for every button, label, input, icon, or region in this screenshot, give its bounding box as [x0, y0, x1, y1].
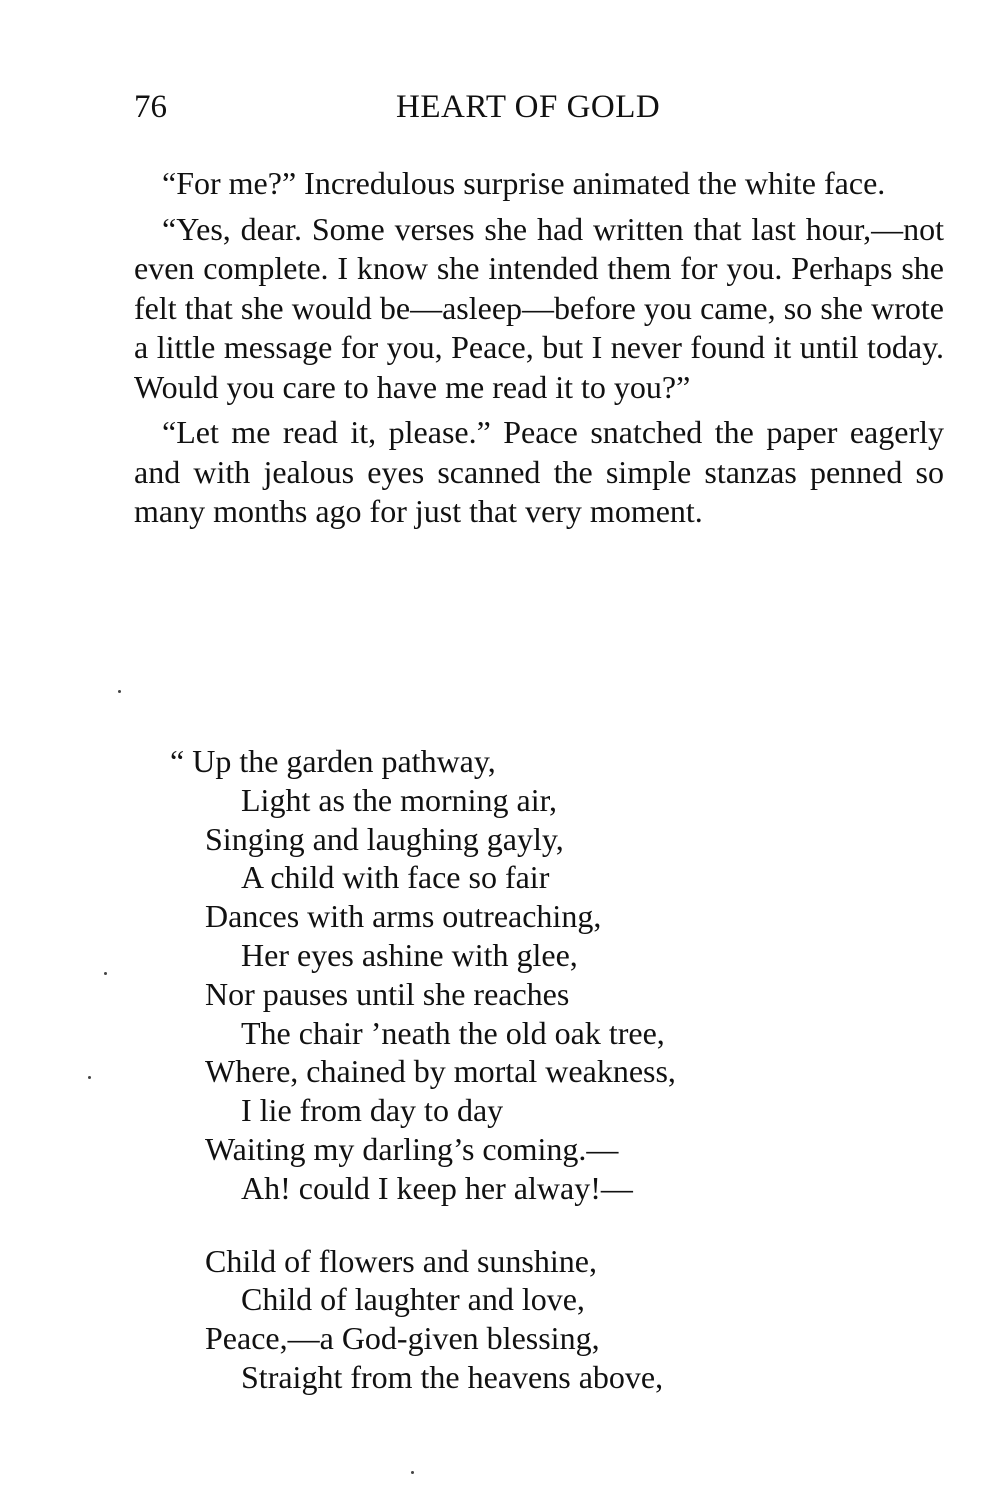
poem-line: Child of flowers and sunshine, [205, 1242, 597, 1279]
print-speck [411, 1471, 414, 1474]
poem-line: Light as the morning air, [241, 781, 557, 818]
poem-line: Her eyes ashine with glee, [241, 936, 578, 973]
poem-line: I lie from day to day [241, 1092, 504, 1129]
running-title: HEART OF GOLD [396, 89, 661, 125]
poem-line: “ Up the garden pathway, [170, 743, 496, 779]
print-speck [88, 1076, 91, 1079]
poem-line: Waiting my darling’s coming.— [205, 1130, 619, 1167]
print-speck [104, 972, 107, 975]
poem-stanza [170, 1242, 910, 1397]
poem-line: Dances with arms outreaching, [205, 898, 602, 935]
poem-line: The chair ’neath the old oak tree, [241, 1014, 665, 1051]
poem-line: A child with face so fair [241, 859, 550, 896]
running-head [134, 82, 944, 132]
page-number: 76 [134, 89, 167, 125]
paragraph: “Yes, dear. Some verses she had written that last hour,—not even complete. I know she intended them for you. Perhaps she felt that she would be—asleep—before you came, so she wrote a little message for you, Peace, but I never found it until today. Would you care to have me read it to you?” [134, 210, 944, 405]
poem-line: Nor pauses until she reaches [205, 975, 570, 1012]
poem-line: Child of laughter and love, [241, 1281, 585, 1318]
poem [170, 742, 910, 1431]
paragraph: “Let me read it, please.” Peace snatched the paper eagerly and with jealous eyes scanned the simple stanzas penned so many months ago for just that very moment. [134, 414, 944, 529]
print-speck [118, 690, 121, 693]
poem-line: Where, chained by mortal weakness, [205, 1053, 676, 1090]
paragraph: “For me?” Incredulous surprise animated the white face. [162, 165, 886, 201]
poem-line: Singing and laughing gayly, [205, 820, 564, 857]
poem-stanza [170, 742, 910, 1208]
poem-line: Peace,—a God-given blessing, [205, 1320, 600, 1357]
prose-body [134, 164, 944, 538]
poem-line: Ah! could I keep her alway!— [241, 1169, 633, 1206]
poem-line: Straight from the heavens above, [241, 1358, 664, 1395]
